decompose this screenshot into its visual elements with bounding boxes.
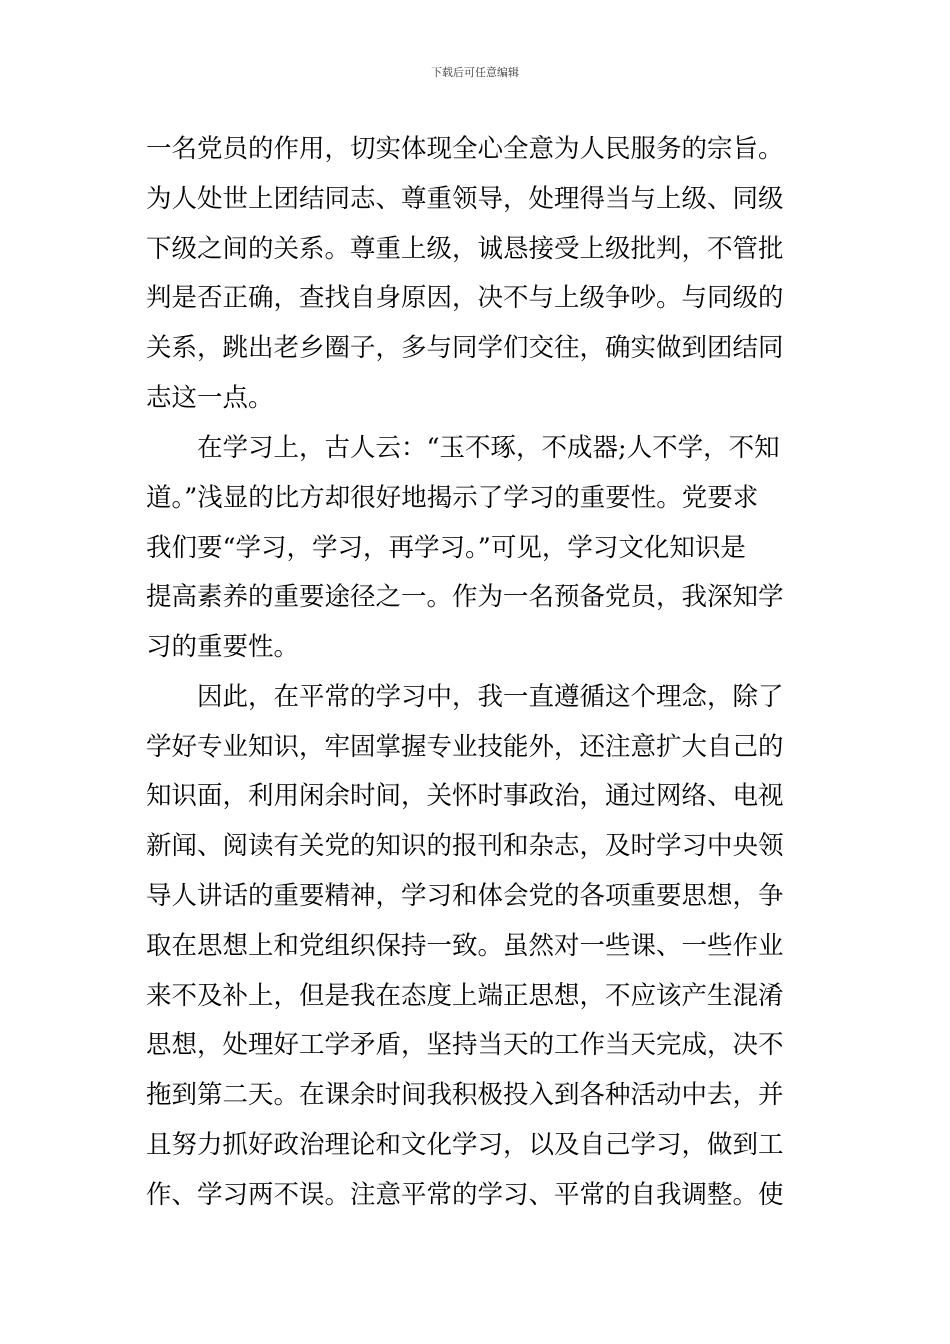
header-note: 下载后可任意编辑 xyxy=(431,66,519,79)
text-line: 拖到第二天。在课余时间我积极投入到各种活动中去，并 xyxy=(146,1080,784,1110)
text-line: 志这一点。 xyxy=(146,383,274,413)
text-line: 且努力抓好政治理论和文化学习，以及自己学习，做到工 xyxy=(146,1130,784,1160)
text-line: 来不及补上，但是我在态度上端正思想，不应该产生混淆 xyxy=(146,981,784,1011)
text-line: 习的重要性。 xyxy=(146,632,300,662)
text-line: 取在思想上和党组织保持一致。虽然对一些课、一些作业 xyxy=(146,931,784,961)
text-line: 为人处世上团结同志、尊重领导，处理得当与上级、同级 xyxy=(146,184,784,214)
text-line: 新闻、阅读有关党的知识的报刊和杂志，及时学习中央领 xyxy=(146,831,784,861)
text-line: 一名党员的作用，切实体现全心全意为人民服务的宗旨。 xyxy=(146,134,784,164)
text-line: 作、学习两不误。注意平常的学习、平常的自我调整。使 xyxy=(146,1180,784,1210)
text-line: 思想，处理好工学矛盾，坚持当天的工作当天完成，决不 xyxy=(146,1030,784,1060)
text-line: 提高素养的重要途径之一。作为一名预备党员，我深知学 xyxy=(146,582,784,612)
text-line: 关系，跳出老乡圈子，多与同学们交往，确实做到团结同 xyxy=(146,333,784,363)
text-line: 因此，在平常的学习中，我一直遵循这个理念，除了 xyxy=(146,682,784,712)
text-line: 道。”浅显的比方却很好地揭示了学习的重要性。党要求 xyxy=(146,483,759,513)
text-line: 判是否正确，查找自身原因，决不与上级争吵。与同级的 xyxy=(146,283,784,313)
text-line: 学好专业知识，牢固掌握专业技能外，还注意扩大自己的 xyxy=(146,732,784,762)
text-line: 导人讲话的重要精神，学习和体会党的各项重要思想，争 xyxy=(146,881,784,911)
text-line: 在学习上，古人云：“玉不琢，不成器;人不学，不知 xyxy=(146,433,780,463)
text-line: 下级之间的关系。尊重上级，诚恳接受上级批判，不管批 xyxy=(146,234,784,264)
text-line: 我们要“学习，学习，再学习。”可见，学习文化知识是 xyxy=(146,533,746,563)
text-line: 知识面，利用闲余时间，关怀时事政治，通过网络、电视 xyxy=(146,781,784,811)
